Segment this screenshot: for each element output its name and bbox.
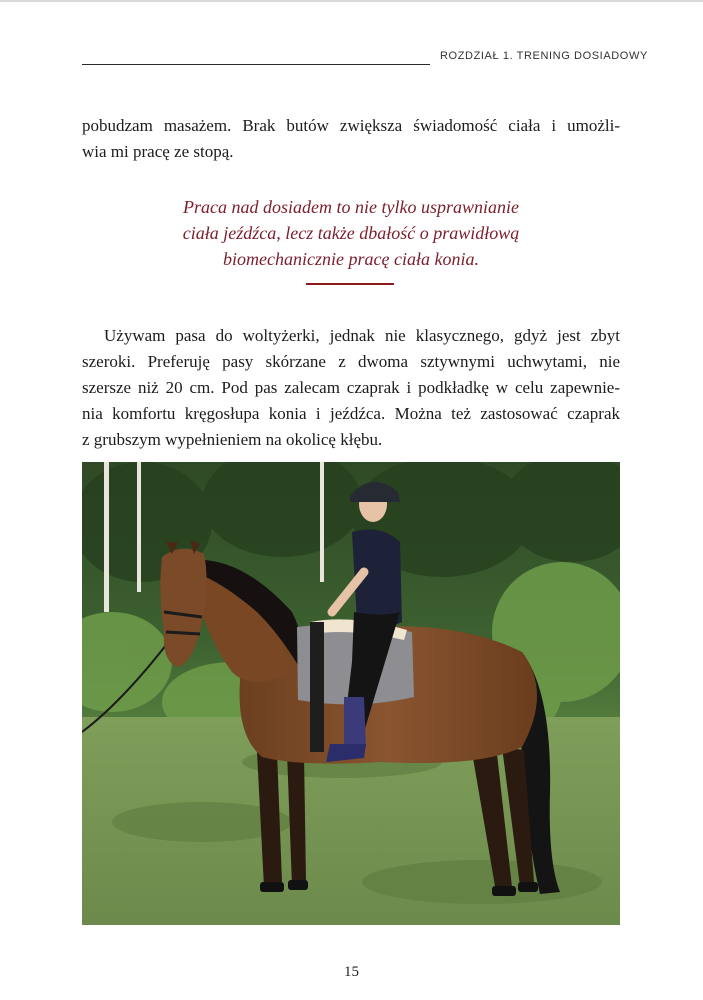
pull-quote [82, 194, 620, 272]
paragraph-line: szeroki. Preferuję pasy skórzane z dwoma sztywnymi uchwytami, nie [82, 352, 620, 371]
paragraph-line: Używam pasa do woltyżerki, jednak nie klasycznego, gdyż jest zbyt [104, 326, 620, 345]
page-top-edge [0, 0, 703, 2]
rider-socks [344, 697, 366, 747]
paragraph-line: nia komfortu kręgosłupa konia i jeźdźca. Można też zastosować czaprak [82, 404, 620, 423]
vaulting-surcingle [310, 622, 324, 752]
horse-rider-illustration [82, 462, 620, 925]
pull-quote-line: biomechanicznie pracę ciała konia. [223, 249, 479, 269]
running-head: ROZDZIAŁ 1. TRENING DOSIADOWY [440, 50, 648, 62]
pull-quote-line: Praca nad dosiadem to nie tylko usprawnianie [183, 197, 519, 217]
page-number: 15 [344, 964, 359, 980]
paragraph-line: szersze niż 20 cm. Pod pas zalecam czaprak i podkładkę w celu zapewnie- [82, 378, 620, 397]
horse-rider-photo [82, 462, 620, 925]
pull-quote-line: ciała jeźdźca, lecz także dbałość o prawidłową [182, 223, 520, 243]
paragraph-1 [82, 113, 620, 165]
paragraph-line: z grubszym wypełnieniem na okolicę kłębu. [82, 430, 383, 449]
paragraph-2 [82, 323, 620, 453]
header-rule [82, 64, 430, 65]
pull-quote-rule [306, 283, 394, 285]
paragraph-line: pobudzam masażem. Brak butów zwiększa świadomość ciała i umożli- [82, 116, 620, 135]
paragraph-line: wia mi pracę ze stopą. [82, 142, 234, 161]
